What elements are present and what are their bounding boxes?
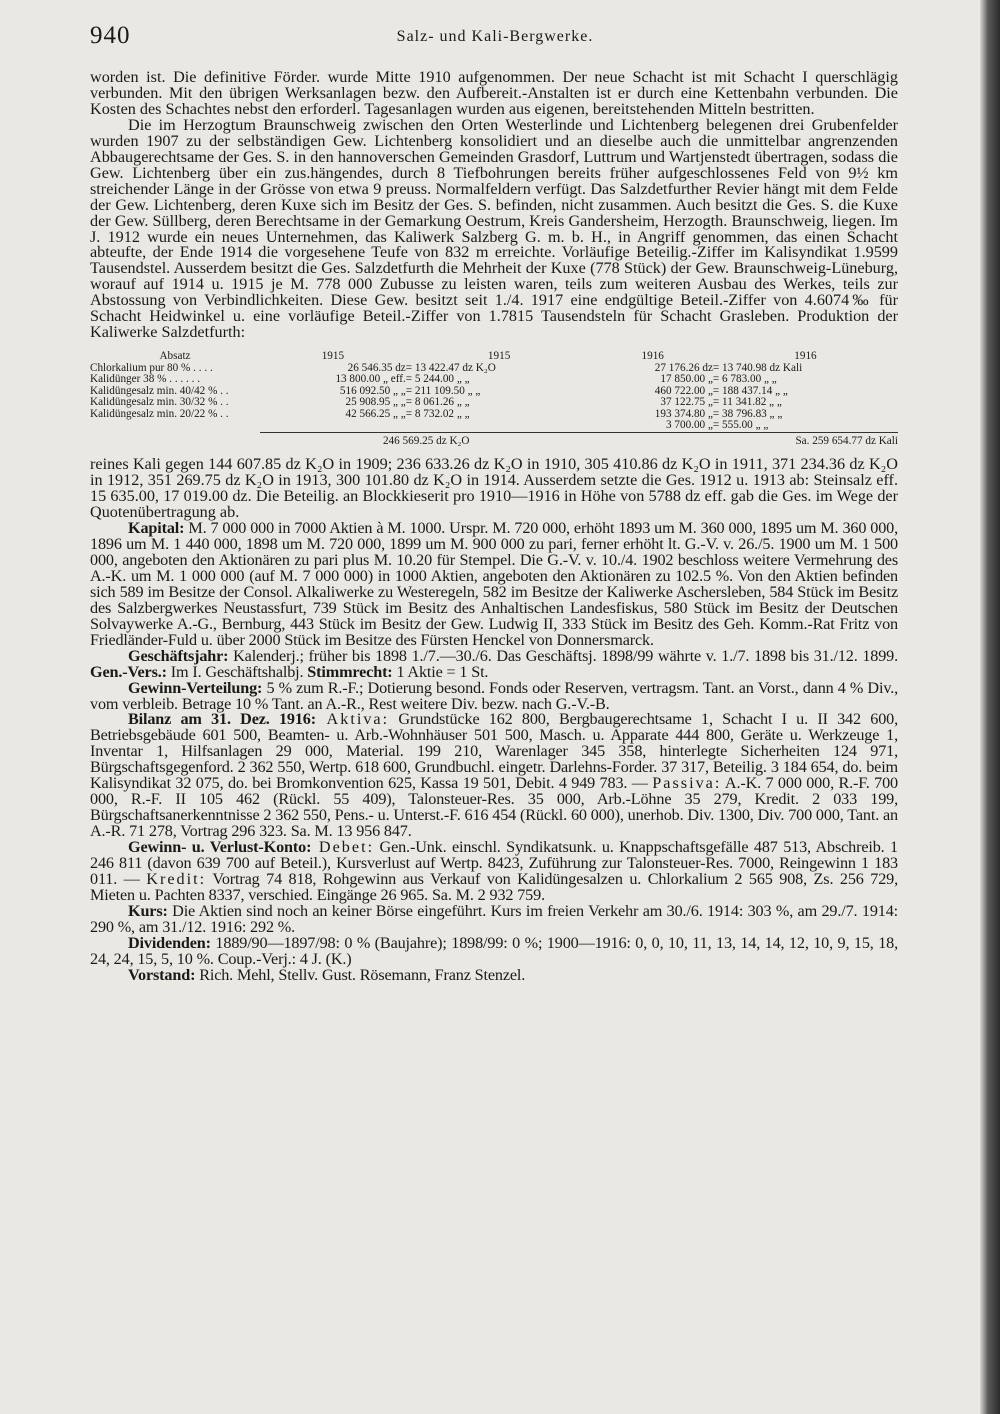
production-table bbox=[90, 351, 898, 447]
table-cell: = 6 783.00 „ „ bbox=[712, 373, 777, 386]
table-cell: = 8 061.26 „ „ bbox=[405, 396, 470, 409]
section-dividenden bbox=[90, 933, 898, 968]
geschaeftsjahr-text: Kalenderj.; früher bis 1898 1./7.—30./6. Das Geschäftsj. 1898/99 währte v. 1./7. 1898 bis 31./12. 1899. bbox=[228, 646, 898, 665]
table-cell: = 555.00 „ „ bbox=[712, 419, 769, 432]
paragraph-schacht: worden ist. Die definitive Förder. wurde Mitte 1910 aufgenommen. Der neue Schacht ist mit Schacht I querschlägig verbunden. Mit den übrigen Werksanlagen bezw. den Aufbereit.-Anstalten ist er durch eine Kettenbahn verbunden. Die Kosten des Schachtes nebst den erforderl. Tagesanlagen wurden aus eigenen, bereitstehenden Mitteln bestritten. bbox=[90, 68, 898, 118]
bilanz-label: Bilanz am 31. Dez. 1916: bbox=[128, 710, 316, 729]
table-cell: 193 374.80 „ bbox=[654, 407, 713, 420]
debet-text: Gen.-Unk. einschl. Syndikatsunk. u. Knappschaftsgefälle 487 513, Abschreib. 1 246 811 (davon 639 700 auf Beteil.), Kursverlust auf Wertp. 8423, Zuführung zur Talonsteuer-Res. 7000, Reingewinn 1 183 011. — bbox=[90, 838, 898, 888]
paragraph-lichtenberg: Die im Herzogtum Braunschweig zwischen den Orten Westerlinde und Lichtenberg belegenen drei Grubenfelder wurden 1907 zu der selbständigen Gew. Lichtenberg konsolidiert und an dieselbe auch die unmittelbar angrenzenden Abbaugerechtsame der Ges. S. in den hannoverschen Gemeinden Grasdorf, Luttrum und Wartjenstedt übertragen, sodass die Gew. Lichtenberg über ein zus.hängendes, durch 8 Tiefbohrungen bereits früher aufgeschlossenes Feld von 9½ km streichender Länge in der Grösse von etwa 9 preuss. Normalfeldern verfügt. Das Salzdetfurther Revier hängt mit dem Felde der Gew. Lichtenberg, deren Kuxe sich im Besitz der Ges. S. befinden, nicht zusammen. Auch besitzt die Ges. S. die Kuxe der Gew. Süllberg, deren Berechtsame in der Gemarkung Oestrum, Kreis Gandersheim, Herzogth. Braunschweig, liegen. Im J. 1912 wurde ein neues Unternehmen, das Kaliwerk Salzberg G. m. b. H., in Angriff genommen, das einen Schacht abteufte, der Ende 1914 die vorgesehene Teufe von 832 m erreichte. Vorläufige Beteilig.-Ziffer im Kalisyndikat 1.9599 Tausendstel. Ausserdem besitzt die Ges. Salzdetfurth die Mehrheit der Kuxe (778 Stück) der Gew. Braunschweig-Lüneburg, worauf auf 1914 u. 1915 je M. 778 000 Zubusse zu leisten waren, teils zum weiteren Ausbau des Werkes, teils zur Abstossung von Verbindlichkeiten. Diese Gew. besitzt seit 1./4. 1917 eine endgültige Beteil.-Ziffer von 4.6074‰ für Schacht Heidwinkel u. eine vorläufige Beteil.-Ziffer von 1.7815 Tausendsteln für Schacht Grasleben. Produktion der Kaliwerke Salzdetfurth: bbox=[90, 115, 898, 342]
table-row bbox=[90, 409, 898, 421]
table-cell: 3 700.00 „ bbox=[665, 419, 713, 432]
page-body bbox=[90, 70, 898, 984]
sum-1915: 246 569.25 dz K₂O bbox=[260, 432, 592, 447]
kapital-label: Kapital: bbox=[128, 519, 185, 538]
table-cell: Chlorkalium pur 80 % . . . . bbox=[90, 361, 213, 374]
header-1915-b: 1915 bbox=[487, 350, 511, 363]
table-cell: Kalidüngesalz min. 30/32 % . . bbox=[90, 396, 229, 409]
header-absatz: Absatz bbox=[159, 350, 191, 363]
paragraph-reines-kali: reines Kali gegen 144 607.85 dz K₂O in 1909; 236 633.26 dz K₂O in 1910, 305 410.86 dz K₂O in 1911, 371 234.36 dz K₂O in 1912, 351 269.75 dz K₂O in 1913, 300 101.80 dz K₂O in 1914. Ausserdem setzte die Ges. 1912 u. 1913 ab: Steinsalz eff. 15 635.00, 17 019.00 dz. Die Beteilig. an Blockkieserit pro 1910—1916 in Höhe von 5788 dz eff. gab die Ges. im Wege der Quotenübertragung ab. bbox=[90, 455, 898, 522]
table-sum-row bbox=[90, 432, 898, 447]
table-cell: = 8 732.02 „ „ bbox=[405, 407, 470, 420]
table-row bbox=[90, 374, 898, 386]
table-cell: 516 092.50 „ „ bbox=[339, 384, 406, 397]
table-cell: 26 546.35 dz bbox=[347, 361, 406, 374]
production-table-header bbox=[90, 351, 898, 363]
table-row bbox=[90, 397, 898, 409]
aktiva-label: Aktiva: bbox=[315, 710, 390, 729]
table-row bbox=[90, 420, 898, 432]
kurs-label: Kurs: bbox=[128, 901, 168, 920]
table-cell: 37 122.75 „ bbox=[660, 396, 713, 409]
table-cell: = 5 244.00 „ „ bbox=[405, 373, 470, 386]
page-header bbox=[90, 22, 900, 56]
vorstand-label: Vorstand: bbox=[128, 965, 196, 984]
table-cell: = 188 437.14 „ „ bbox=[712, 384, 788, 397]
table-cell bbox=[90, 420, 260, 432]
gewinn-verteilung-text: 5 % zum R.-F.; Dotierung besond. Fonds oder Reserven, vertragsm. Tant. an Vorst., dann 4 % Div., vom verbleib. Betrage 10 % Tant. an A.-R., Rest weitere Div. bezw. nach G.-V.-B. bbox=[90, 678, 898, 713]
table-cell: 17 850.00 „ bbox=[660, 373, 713, 386]
guv-label: Gewinn- u. Verlust-Konto: bbox=[128, 838, 312, 857]
kredit-text: Vortrag 74 818, Rohgewinn aus Verkauf von Kalidüngesalzen u. Chlorkalium 2 565 908, Zs. 256 729, Mieten u. Pachten 8337, verschied. Eingänge 26 965. Sa. M. 2 932 759. bbox=[90, 869, 898, 904]
page-number: 940 bbox=[90, 22, 131, 49]
dividenden-text: 1889/90—1897/98: 0 % (Baujahre); 1898/99: 0 %; 1900—1916: 0, 0, 10, 11, 13, 14, 14, 12, 10, 9, 15, 18, 24, 24, 15, 5, 10 %. Coup.-Verj.: 4 J. (K.) bbox=[90, 933, 898, 968]
table-cell: = 38 796.83 „ „ bbox=[712, 407, 783, 420]
passiva-label: Passiva: bbox=[652, 774, 722, 793]
table-cell: = 211 109.50 „ „ bbox=[405, 384, 481, 397]
table-cell: 460 722.00 „ bbox=[654, 384, 713, 397]
table-cell: 13 800.00 „ eff. bbox=[335, 373, 406, 386]
debet-label: Debet: bbox=[311, 838, 375, 857]
table-cell: Kalidüngesalz min. 20/22 % . . bbox=[90, 407, 229, 420]
table-cell: = 11 341.82 „ „ bbox=[712, 396, 782, 409]
passiva-text: A.-K. 7 000 000, R.-F. 700 000, R.-F. II 105 462 (Rückl. 55 409), Talonsteuer-Res. 35 000, Arb.-Löhne 35 279, Kredit. 2 033 199, Bürgschaftsanerkenntnisse 2 362 550, Pens.- u. Unterst.-F. 616 454 (Rückl. 60 000), unerhob. Div. 1300, Div. 700 000, Tant. an A.-R. 71 278, Vortrag 296 323. Sa. M. 13 956 847. bbox=[90, 774, 898, 841]
table-cell bbox=[260, 420, 406, 432]
stimmrecht-text: 1 Aktie = 1 St. bbox=[392, 662, 489, 681]
section-geschaeftsjahr bbox=[90, 646, 898, 681]
table-cell: = 13 740.98 dz Kali bbox=[712, 361, 803, 374]
table-cell: 42 566.25 „ „ bbox=[345, 407, 406, 420]
table-cell: 27 176.26 dz bbox=[654, 361, 713, 374]
gen-vers-text: Im I. Geschäftshalbj. bbox=[166, 662, 308, 681]
gen-vers-label: Gen.-Vers.: bbox=[90, 662, 167, 681]
section-guv bbox=[90, 840, 898, 904]
section-vorstand bbox=[90, 965, 898, 984]
header-1916-b: 1916 bbox=[794, 350, 817, 363]
dividenden-label: Dividenden: bbox=[128, 933, 211, 952]
table-cell bbox=[90, 432, 260, 447]
section-gewinn-verteilung bbox=[90, 678, 898, 713]
table-cell: = 13 422.47 dz K₂O bbox=[405, 361, 496, 374]
gewinn-verteilung-label: Gewinn-Verteilung: bbox=[128, 678, 263, 697]
sum-1916: Sa. 259 654.77 dz Kali bbox=[592, 432, 898, 447]
table-cell: 25 908.95 „ „ bbox=[345, 396, 406, 409]
section-kapital bbox=[90, 521, 898, 649]
aktiva-text: Grundstücke 162 800, Bergbaugerechtsame 1, Schacht I u. II 342 600, Betriebsgebäude 601 500, Beamten- u. Arb.-Wohnhäuser 501 500, Masch. u. Apparate 444 800, Geräte u. Werkzeuge 1, Inventar 1, Hilfsanlagen 29 000, Material. 199 210, Warenlager 345 358, hinterlegte Sicherheiten 124 971, Bürgschaftsgegenford. 2 362 550, Wertp. 618 600, Grundbuchl. eingetr. Darlehns-Forder. 37 317, Beteilig. 3 184 654, do. beim Kalisyndikat 32 075, do. bei Bromkonvention 625, Kassa 19 501, Debit. 4 949 783. — bbox=[90, 710, 898, 793]
kurs-text: Die Aktien sind noch an keiner Börse eingeführt. Kurs im freien Verkehr am 30./6. 1914: 303 %, am 29./7. 1914: 290 %, am 31./12. 1916: 292 %. bbox=[90, 901, 898, 936]
stimmrecht-label: Stimmrecht: bbox=[307, 662, 393, 681]
geschaeftsjahr-label: Geschäftsjahr: bbox=[128, 646, 229, 665]
table-cell: Kalidüngesalz min. 40/42 % . . bbox=[90, 384, 229, 397]
kapital-text: M. 7 000 000 in 7000 Aktien à M. 1000. Urspr. M. 720 000, erhöht 1893 um M. 360 000, 1895 um M. 360 000, 1896 um M. 1 440 000, 1898 um M. 720 000, 1899 um M. 900 000 zu pari, ferner erhöht lt. G.-V. v. 26./5. 1900 um M. 1 500 000, angeboten den Aktionären zu pari plus M. 10.20 für Stempel. Die G.-V. v. 10./4. 1902 beschloss weitere Vermehrung des A.-K. um M. 1 000 000 (auf M. 7 000 000) in 1000 Aktien, angeboten den Aktionären zu 102.5 %. Von den Aktien befinden sich 589 im Besitze der Consol. Alkaliwerke zu Westeregeln, 582 im Besitze der Kaliwerke Aschersleben, 584 Stück im Besitz des Salzbergwerkes Neustassfurt, 739 Stück im Besitz des Anhaltischen Landesfiskus, 580 Stück im Besitz der Deutschen Solvaywerke A.-G., Bernburg, 443 Stück im Besitz der Gew. Ludwig II, 333 Stück im Besitz des Geh. Komm.-Rat Fritz von Friedländer-Fuld u. über 2000 Stück im Besitze des Fürsten Henckel von Donnersmarck. bbox=[90, 519, 898, 649]
header-1916-a: 1916 bbox=[641, 350, 664, 363]
section-bilanz bbox=[90, 712, 898, 840]
table-cell bbox=[406, 420, 593, 432]
header-1915-a: 1915 bbox=[321, 350, 345, 363]
table-cell: Kalidünger 38 % . . . . . . bbox=[90, 373, 200, 386]
section-kurs bbox=[90, 901, 898, 936]
scan-edge bbox=[980, 0, 1000, 1414]
kredit-label: Kredit: bbox=[146, 869, 207, 888]
running-head: Salz- und Kali-Bergwerke. bbox=[396, 28, 594, 45]
vorstand-text: Rich. Mehl, Stellv. Gust. Rösemann, Franz Stenzel. bbox=[195, 965, 526, 984]
